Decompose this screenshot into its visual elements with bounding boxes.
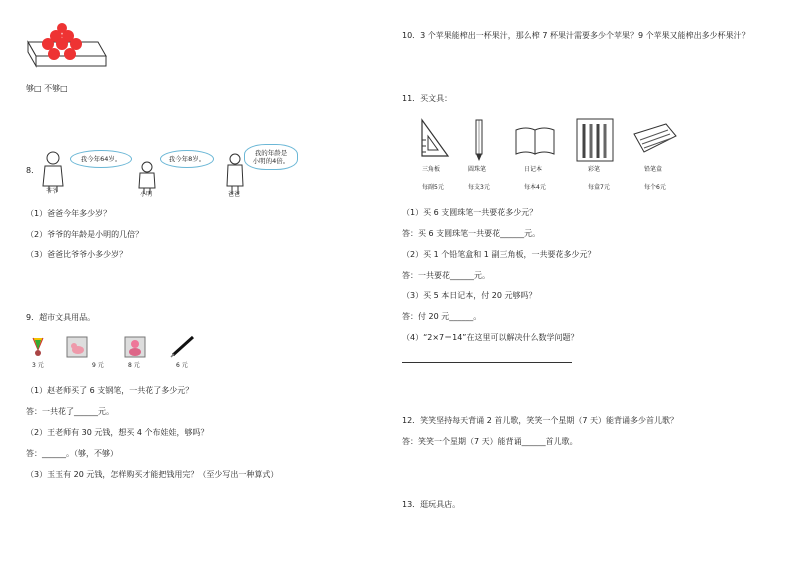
q8-item-3: （3）爸爸比爷爷小多少岁？ <box>26 250 128 259</box>
father-label: 爸爸 <box>228 191 241 198</box>
apple-box-illustration <box>18 22 108 82</box>
q11-line-3: （2）买 1 个铅笔盒和 1 副三角板，一共要花多少元？ <box>402 250 596 259</box>
item-price-4: 每盒7元 <box>588 184 610 191</box>
colored-pencils-icon <box>576 118 614 162</box>
q11-line-6: 答：付 20 元______。 <box>402 312 482 321</box>
item-name-2: 圆珠笔 <box>468 166 487 173</box>
q8-item-1: （1）爸爸今年多少岁？ <box>26 209 112 218</box>
choice-text: 够□ 不够□ <box>26 84 68 93</box>
q9-item-3: （3）玉玉有 20 元钱，怎样购买才能把钱用完？（至少写出一种算式） <box>26 470 279 479</box>
q8-item-2: （2）爷爷的年龄是小明的几倍？ <box>26 230 144 239</box>
q9-answer-1: 答：一共花了______元。 <box>26 407 114 416</box>
q9-item-1: （1）赵老师买了 6 支钢笔，一共花了多少元？ <box>26 386 194 395</box>
father-figure <box>224 152 246 196</box>
q9-price-4: 6 元 <box>176 362 188 369</box>
q11-answer-line <box>402 362 572 363</box>
q9-price-3: 8 元 <box>128 362 140 369</box>
q11-line-4: 答：一共要花______元。 <box>402 271 490 280</box>
item-price-5: 每个6元 <box>644 184 666 191</box>
badminton-shuttle-icon <box>30 336 46 358</box>
q9-answer-2: 答：______。（够，不够） <box>26 449 118 458</box>
xiaoming-label: 小明 <box>140 191 153 198</box>
q8-number: 8． <box>26 166 40 175</box>
q11-line-5: （3）买 5 本日记本，付 20 元够吗？ <box>402 291 537 300</box>
q9-title: 9．超市文具用品。 <box>26 313 96 322</box>
item-name-1: 三角板 <box>422 166 441 173</box>
father-speech-bubble: 我的年龄是 小明的4倍。 <box>244 144 298 170</box>
q12-answer: 答：笑笑一个星期（7 天）能背诵______首儿歌。 <box>402 437 578 446</box>
item-price-1: 每副5元 <box>422 184 444 191</box>
q9-price-2: 9 元 <box>92 362 104 369</box>
item-price-2: 每支3元 <box>468 184 490 191</box>
doll-box-icon <box>124 336 146 358</box>
xiaoming-speech-bubble: 我今年8岁。 <box>160 150 214 168</box>
stuffed-toy-box-icon <box>66 336 88 358</box>
q11-line-2: 答：买 6 支圆珠笔一共要花______元。 <box>402 229 541 238</box>
q13-text: 13．逛玩具店。 <box>402 500 461 509</box>
set-square-icon <box>418 118 452 158</box>
pencil-case-icon <box>630 122 678 156</box>
ballpoint-pen-icon <box>472 118 486 162</box>
q11-line-7: （4）“2×7＝14”在这里可以解决什么数学问题？ <box>402 333 579 342</box>
item-name-3: 日记本 <box>524 166 543 173</box>
q10-text: 10．3 个苹果能榨出一杯果汁，那么榨 7 杯果汁需要多少个苹果？9 个苹果又能榨出多少杯果汁？ <box>402 31 750 40</box>
q9-item-2: （2）王老师有 30 元钱，想买 4 个布娃娃，够吗？ <box>26 428 209 437</box>
q12-text: 12．笑笑坚持每天背诵 2 首儿歌，笑笑一个星期（7 天）能背诵多少首儿歌？ <box>402 416 678 425</box>
q9-price-1: 3 元 <box>32 362 44 369</box>
q11-title: 11．买文具： <box>402 94 453 103</box>
item-name-5: 铅笔盒 <box>644 166 663 173</box>
notebook-icon <box>514 124 556 156</box>
grandpa-label: 爷爷 <box>46 188 59 195</box>
item-name-4: 彩笔 <box>588 166 601 173</box>
fountain-pen-icon <box>170 334 196 358</box>
grandpa-figure <box>40 150 66 192</box>
q11-line-1: （1）买 6 支圆珠笔一共要花多少元？ <box>402 208 538 217</box>
item-price-3: 每本4元 <box>524 184 546 191</box>
grandpa-speech-bubble: 我今年64岁。 <box>70 150 132 168</box>
